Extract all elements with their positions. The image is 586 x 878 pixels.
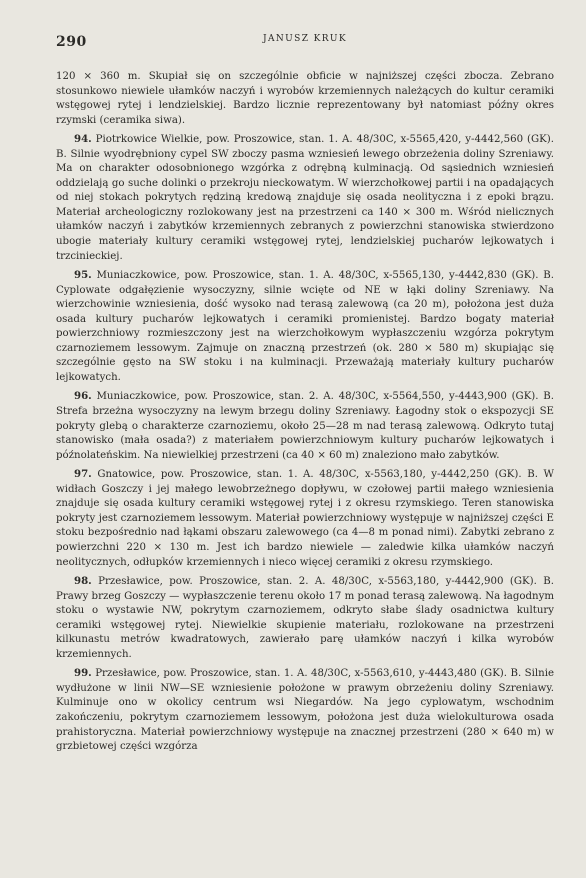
entry-text: Przesławice, pow. Proszowice, stan. 2. A. 48/30C, x-5563,180, y-4442,900 (GK). B. Prawy brzeg Goszczy — wypłaszczenie terenu około 17 m ponad terasą zalewową. Na łagodnym stoku o wystawie NW, pokrytym czarnoziemem, odkryto słabe ślady osadnictwa kultury ceramiki wstęgowej rytej. Niewielkie skupienie materiału, rozlokowane na przestrzeni kilkunastu metrów kwadratowych, zawierało parę ułamków naczyń i kilka wyrobów krzemiennych.	[56, 576, 554, 660]
entry-text: Muniaczkowice, pow. Proszowice, stan. 1. A. 48/30C, x-5565,130, y-4442,830 (GK). B. Cyplowate odgałęzienie wysoczyzny, silnie wcięte od NE w łąki doliny Szreniawy. Na wierzchowinie wzniesienia, dość wysoko nad terasą zalewową (ca 20 m), położona jest duża osada kultury pucharów lejkowatych i ceramiki promienistej. Bardzo bogaty materiał powierzchniowy rozmieszczony jest na wierzchołkowym wypłaszczeniu wzgórza pokrytym czarnoziemem lessowym. Zajmuje on znaczną przestrzeń (ok. 280 × 580 m) skupiając się szczególnie gęsto na SW stoku i na kulminacji. Przeważają materiały kultury pucharów lejkowatych.	[56, 270, 554, 383]
entry-text: Gnatowice, pow. Proszowice, stan. 1. A. 48/30C, x-5563,180, y-4442,250 (GK). B. W widłach Goszczy i jej małego lewobrzeżnego dopływu, w czołowej partii małego wzniesienia znajduje się osada kultury ceramiki wstęgowej rytej i z okresu rzymskiego. Teren stanowiska pokryty jest czarnoziemem lessowym. Materiał powierzchniowy występuje w najniższej części E stoku bezpośrednio nad łąkami obszaru zalewowego (ca 4—8 m ponad nimi). Zabytki zebrano z powierzchni 220 × 130 m. Jest ich bardzo niewiele — zaledwie kilka ułamków naczyń neolitycznych, odłupków krzemiennych i nieco więcej ceramiki z okresu rzymskiego.	[56, 469, 554, 568]
entry-98	[56, 574, 554, 662]
paragraph-continued	[56, 70, 554, 128]
entry-number: 95.	[74, 269, 92, 282]
entry-number: 99.	[74, 667, 92, 680]
entry-number: 96.	[74, 390, 92, 403]
entry-95	[56, 268, 554, 385]
entry-number: 94.	[74, 133, 92, 146]
entry-94	[56, 132, 554, 264]
entry-number: 97.	[74, 468, 92, 481]
running-head: JANUSZ KRUK	[262, 34, 348, 44]
entry-text: Przesławice, pow. Proszowice, stan. 1. A. 48/30C, x-5563,610, y-4443,480 (GK). B. Silnie wydłużone w linii NW—SE wzniesienie położone w prawym obrzeżeniu doliny Szreniawy. Kulminuje ono w okolicy centrum wsi Niegardów. Na jego cyplowatym, wschodnim zakończeniu, pokrytym czarnoziemem lessowym, położona jest duża wielokulturowa osada prahistoryczna. Materiał powierzchniowy występuje na znacznej przestrzeni (280 × 640 m) w grzbietowej części wzgórza	[56, 668, 554, 753]
page-header	[56, 30, 554, 70]
entry-number: 98.	[74, 575, 92, 588]
entry-97	[56, 467, 554, 570]
page-number: 290	[56, 34, 87, 50]
entry-text: Piotrkowice Wielkie, pow. Proszowice, stan. 1. A. 48/30C, x-5565,420, y-4442,560 (GK). B. Silnie wyodrębniony cypel SW zboczy pasma wzniesień lewego obrzeżenia doliny Szreniawy. Ma on charakter odosobnionego wzgórka z odrębną kulminacją. Od sąsiednich wzniesień oddzielają go suche dolinki o przekroju nieckowatym. W wierzchołkowej partii i na opadających od niej stokach pokrytych rędziną kredową znajduje się osada neolityczna i z epoki brązu. Materiał archeologiczny rozlokowany jest na przestrzeni ca 140 × 300 m. Wśród nielicznych ułamków naczyń i zabytków krzemiennych zebranych z powierzchni stanowiska stwierdzono ubogie materiały kultury ceramiki wstęgowej rytej, lendzielskiej pucharów lejkowatych i trzcinieckiej.	[56, 134, 554, 262]
entry-text: Muniaczkowice, pow. Proszowice, stan. 2. A. 48/30C, x-5564,550, y-4443,900 (GK). B. Strefa brzeżna wysoczyzny na lewym brzegu doliny Szreniawy. Łagodny stok o ekspozycji SE pokryty glebą o charakterze czarnoziemu, około 25—28 m nad terasą zalewową. Odkryto tutaj stanowisko (mała osada?) z materiałem powierzchniowym kultury pucharów lejkowatych i późnolateńskim. Na niewielkiej przestrzeni (ca 40 × 60 m) znaleziono mało zabytków.	[56, 391, 554, 461]
paragraph-text: 120 × 360 m. Skupiał się on szczególnie obficie w najniższej części zbocza. Zebrano stosunkowo niewiele ułamków naczyń i wyrobów krzemiennych należących do kultur ceramiki wstęgowej rytej i lendzielskiej. Bardzo licznie reprezentowany był natomiast późny okres rzymski (ceramika siwa).	[56, 71, 554, 126]
entry-99	[56, 666, 554, 754]
body-text	[56, 70, 554, 755]
entry-96	[56, 389, 554, 463]
